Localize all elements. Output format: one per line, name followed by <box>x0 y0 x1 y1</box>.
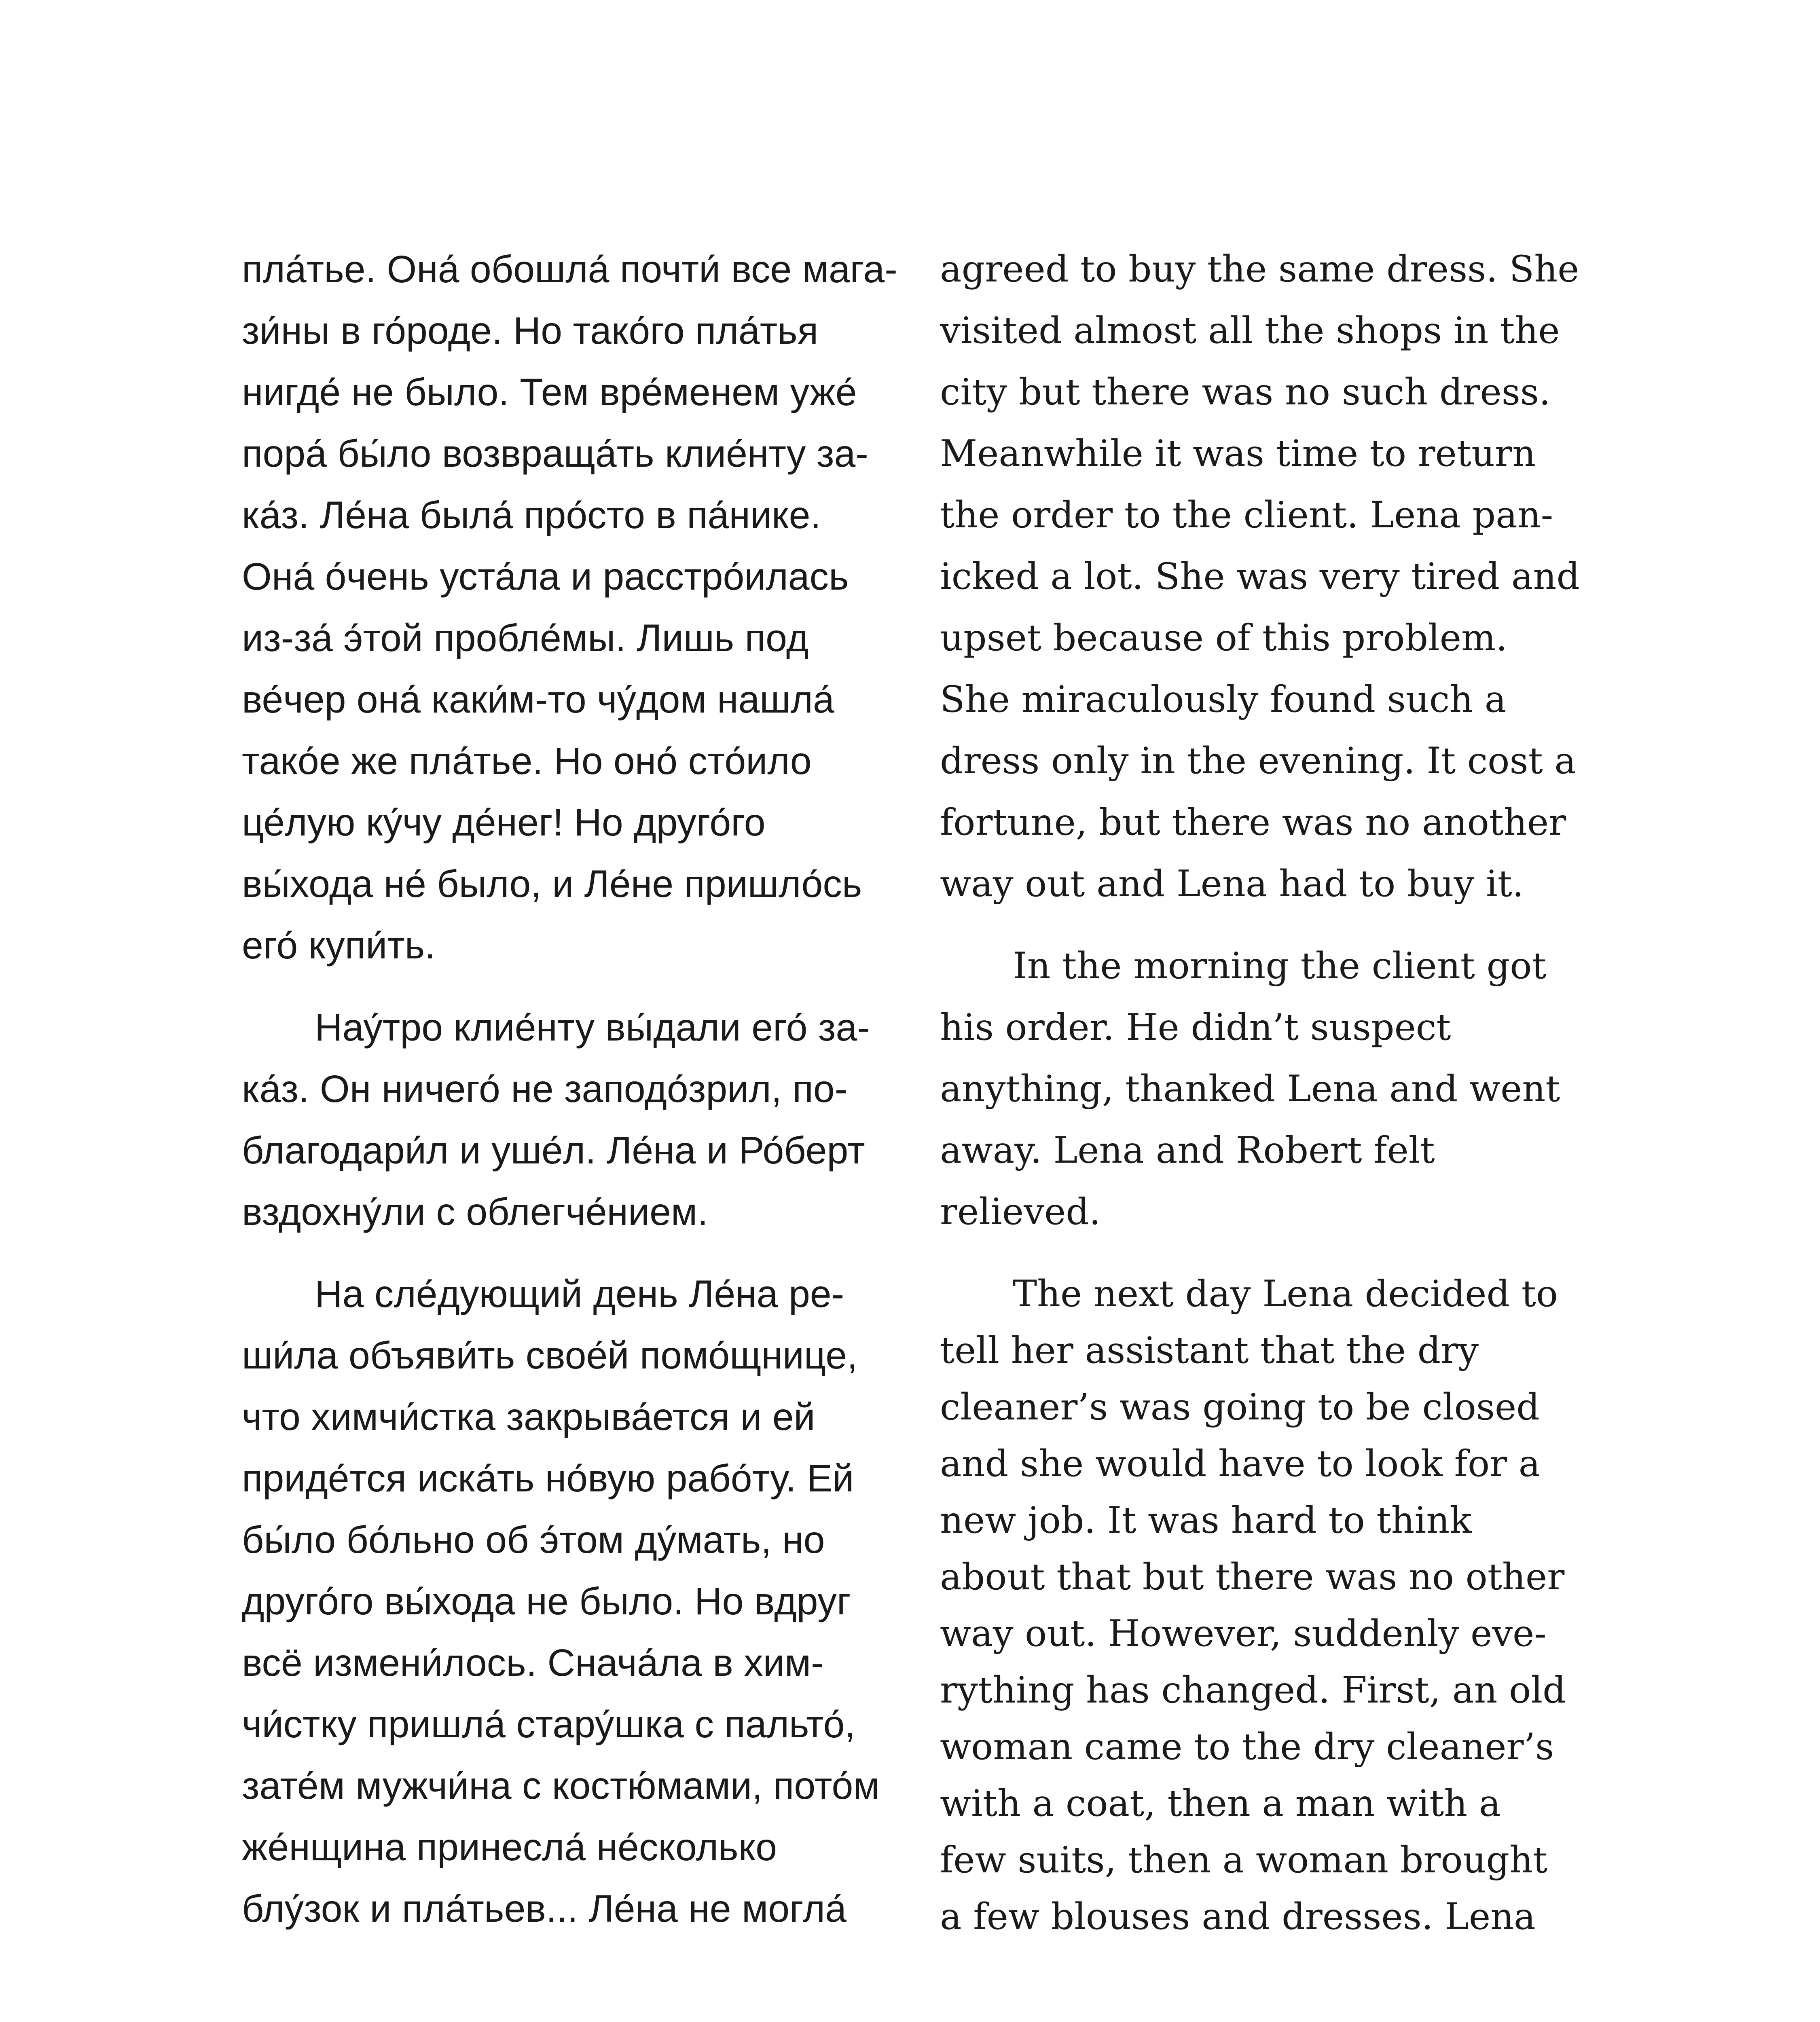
english-line: anything, thanked Lena and went <box>940 1068 1560 1110</box>
russian-line: что химчи́стка закрыва́ется и ей <box>242 1396 815 1438</box>
russian-line: тако́е же пла́тье. Но оно́ сто́ило <box>242 740 812 783</box>
english-line: cleaner’s was going to be closed <box>940 1386 1540 1428</box>
english-line: and she would have to look for a <box>940 1442 1541 1485</box>
russian-line: ка́з. Он ничего́ не заподо́зрил, по- <box>242 1068 848 1110</box>
english-line: rything has changed. First, an old <box>940 1669 1566 1711</box>
english-line: way out and Lena had to buy it. <box>940 863 1524 905</box>
english-line: about that but there was no other <box>940 1556 1565 1598</box>
russian-line: пла́тье. Она́ обошла́ почти́ все мага- <box>242 248 897 291</box>
russian-line: Нау́тро клие́нту вы́дали его́ за- <box>315 1006 870 1049</box>
russian-line: из-за́ э́той пробле́мы. Лишь под <box>242 617 809 660</box>
english-line: tell her assistant that the dry <box>940 1329 1479 1372</box>
english-line: away. Lena and Robert felt <box>940 1129 1435 1172</box>
english-line: way out. However, suddenly eve- <box>940 1612 1547 1655</box>
russian-line: На сле́дующий день Ле́на ре- <box>315 1273 844 1316</box>
russian-line: це́лую ку́чу де́нег! Но друго́го <box>242 801 766 844</box>
russian-line: вы́хода не́ было, и Ле́не пришло́сь <box>242 863 862 905</box>
russian-line: пора́ бы́ло возвраща́ть клие́нту за- <box>242 432 868 475</box>
english-line: In the morning the client got <box>1013 945 1547 987</box>
russian-line: ве́чер она́ каки́м-то чу́дом нашла́ <box>242 678 834 721</box>
russian-line: вздохну́ли с облегче́нием. <box>242 1191 708 1233</box>
english-line: new job. It was hard to think <box>940 1499 1472 1542</box>
russian-line: ши́ла объяви́ть свое́й помо́щнице, <box>242 1334 858 1377</box>
english-line: upset because of this problem. <box>940 617 1507 659</box>
english-line: few suits, then a woman brought <box>940 1839 1548 1881</box>
russian-line: нигде́ не было. Тем вре́менем уже́ <box>242 371 857 414</box>
english-line: agreed to buy the same dress. She <box>940 248 1579 290</box>
english-line: Meanwhile it was time to return <box>940 432 1536 475</box>
english-line: dress only in the evening. It cost a <box>940 740 1577 782</box>
russian-line: друго́го вы́хода не было. Но вдруг <box>242 1580 851 1623</box>
english-line: icked a lot. She was very tired and <box>940 555 1580 598</box>
english-line: city but there was no such dress. <box>940 371 1551 413</box>
english-line: with a coat, then a man with a <box>940 1782 1501 1825</box>
english-line: relieved. <box>940 1191 1101 1233</box>
english-line: his order. He didn’t suspect <box>940 1006 1451 1049</box>
russian-line: зи́ны в го́роде. Но тако́го пла́тья <box>242 309 819 352</box>
russian-line: приде́тся иска́ть но́вую рабо́ту. Ей <box>242 1457 854 1500</box>
english-line: The next day Lena decided to <box>1013 1273 1558 1315</box>
russian-line: всё измени́лось. Снача́ла в хим- <box>242 1641 824 1684</box>
russian-line: чи́стку пришла́ стару́шка с пальто́, <box>242 1703 855 1746</box>
english-line: the order to the client. Lena pan- <box>940 494 1553 536</box>
english-line: fortune, but there was no another <box>940 801 1566 844</box>
russian-line: же́нщина принесла́ не́сколько <box>242 1826 777 1869</box>
russian-line: Она́ о́чень уста́ла и расстро́илась <box>242 555 849 598</box>
russian-line: бы́ло бо́льно об э́том ду́мать, но <box>242 1519 825 1561</box>
russian-line: его́ купи́ть. <box>242 924 436 967</box>
russian-line: блу́зок и пла́тьев... Ле́на не могла́ <box>242 1887 847 1930</box>
english-line: visited almost all the shops in the <box>940 309 1560 352</box>
russian-line: зате́м мужчи́на с костю́мами, пото́м <box>242 1764 880 1807</box>
english-line: a few blouses and dresses. Lena <box>940 1895 1536 1938</box>
russian-line: ка́з. Ле́на была́ про́сто в па́нике. <box>242 494 821 537</box>
english-line: She miraculously found such a <box>940 678 1507 721</box>
russian-line: благодари́л и уше́л. Ле́на и Ро́берт <box>242 1129 865 1172</box>
english-line: woman came to the dry cleaner’s <box>940 1726 1554 1768</box>
